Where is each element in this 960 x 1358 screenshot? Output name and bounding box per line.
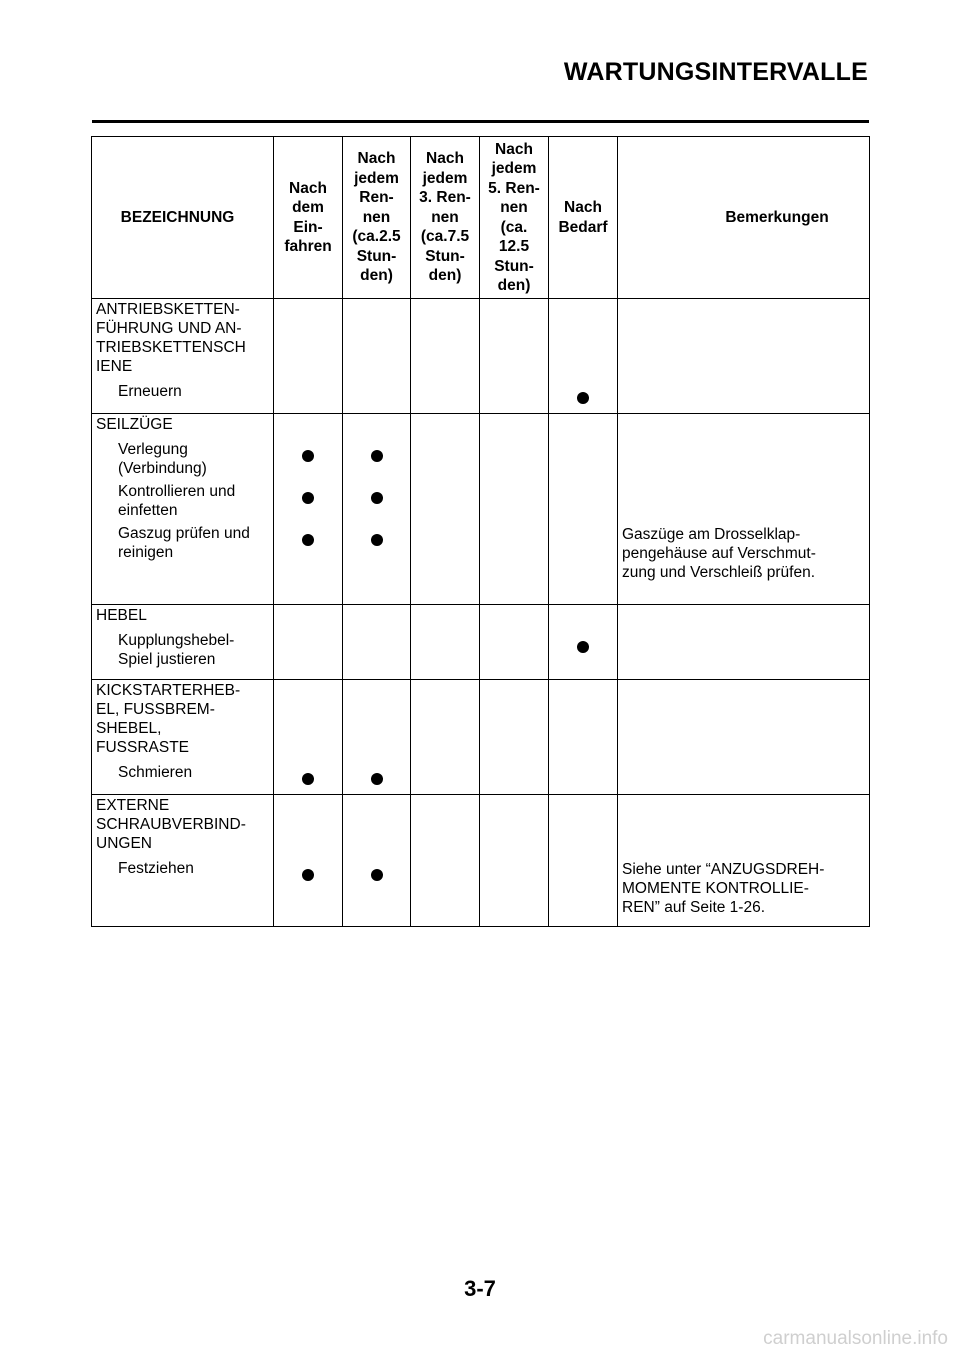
interval-cell (343, 795, 411, 927)
table-row (92, 605, 870, 680)
remark-lines: Siehe unter “ANZUGSDREH- MOMENTE KONTROLLIE- REN” auf Seite 1-26. (622, 860, 825, 916)
category-text: HEBEL (96, 607, 147, 624)
interval-cell (549, 299, 618, 414)
item-label (92, 440, 273, 482)
watermark: carmanualsonline.info (763, 1328, 948, 1349)
item-label (92, 763, 273, 786)
interval-mark (302, 492, 314, 504)
interval-cell (480, 299, 549, 414)
interval-mark (371, 869, 383, 881)
interval-cell (480, 605, 549, 680)
header-every-race: Nach jedem Ren- nen (ca.2.5 Stun- den) (343, 137, 411, 299)
page-title: WARTUNGSINTERVALLE (563, 58, 868, 86)
interval-cell (343, 414, 411, 605)
interval-cell (274, 414, 343, 605)
item-name-cell (92, 680, 274, 795)
category-label (92, 680, 273, 763)
interval-mark (302, 773, 314, 785)
remarks-cell (618, 795, 870, 927)
category-text: SEILZÜGE (96, 416, 173, 433)
interval-cell (549, 414, 618, 605)
category-text: ANTRIEBSKETTEN- FÜHRUNG UND AN- TRIEBSKETTENSCH IENE (96, 301, 246, 375)
category-label (92, 299, 273, 382)
item-text: Festziehen (118, 860, 194, 877)
item-name-cell (92, 605, 274, 680)
interval-mark (577, 392, 589, 404)
interval-cell (549, 680, 618, 795)
table-row (92, 414, 870, 605)
remarks-cell (618, 680, 870, 795)
item-text: Kontrollieren und einfetten (118, 483, 236, 519)
title-rule (92, 120, 869, 123)
interval-cell (549, 795, 618, 927)
interval-mark (577, 641, 589, 653)
item-name-cell (92, 299, 274, 414)
header-every-3rd-race: Nach jedem 3. Ren- nen (ca.7.5 Stun- den) (411, 137, 480, 299)
remark-lines: Gaszüge am Drosselklap- pengehäuse auf Verschmut- zung und Verschleiß prüfen. (622, 525, 816, 581)
interval-cell (411, 299, 480, 414)
interval-cell (274, 605, 343, 680)
item-name-cell (92, 414, 274, 605)
interval-mark (302, 869, 314, 881)
interval-cell (411, 795, 480, 927)
header-as-needed: Nach Bedarf (549, 137, 618, 299)
category-label (92, 414, 273, 440)
item-text: Kupplungshebel- Spiel justieren (118, 632, 235, 668)
item-text: Verlegung (Verbindung) (118, 441, 207, 477)
remark-text (618, 525, 820, 582)
item-text: Schmieren (118, 764, 193, 781)
remarks-cell (618, 299, 870, 414)
table-header-row (92, 137, 870, 299)
interval-cell (274, 795, 343, 927)
page-number: 3-7 (464, 1276, 496, 1301)
item-label (92, 482, 273, 524)
category-label (92, 795, 273, 859)
interval-cell (549, 605, 618, 680)
interval-cell (480, 680, 549, 795)
interval-mark (302, 450, 314, 462)
header-name: BEZEICHNUNG (92, 137, 274, 299)
interval-mark (371, 534, 383, 546)
table-row (92, 795, 870, 927)
remarks-cell (618, 605, 870, 680)
interval-cell (480, 414, 549, 605)
table-row (92, 680, 870, 795)
remarks-cell (618, 414, 870, 605)
table-row (92, 299, 870, 414)
item-label (92, 631, 273, 673)
header-after-break-in: Nach dem Ein- fahren (274, 137, 343, 299)
interval-cell (343, 299, 411, 414)
item-label (92, 524, 273, 566)
interval-cell (274, 680, 343, 795)
interval-cell (480, 795, 549, 927)
item-text: Gaszug prüfen und reinigen (118, 525, 250, 561)
header-remarks: Bemerkungen (618, 137, 870, 299)
maintenance-table (91, 136, 870, 927)
interval-cell (411, 680, 480, 795)
category-label (92, 605, 273, 631)
interval-mark (302, 534, 314, 546)
header-every-5th-race: Nach jedem 5. Ren- nen (ca. 12.5 Stun- den) (480, 137, 549, 299)
interval-cell (343, 680, 411, 795)
interval-cell (411, 414, 480, 605)
interval-cell (274, 299, 343, 414)
item-name-cell (92, 795, 274, 927)
interval-cell (343, 605, 411, 680)
category-text: KICKSTARTERHEB- EL, FUSSBREM- SHEBEL, FUSSRASTE (96, 682, 241, 756)
interval-mark (371, 450, 383, 462)
interval-mark (371, 492, 383, 504)
category-text: EXTERNE SCHRAUBVERBIND- UNGEN (96, 797, 246, 852)
remark-text (618, 860, 828, 917)
item-text: Erneuern (118, 383, 182, 400)
item-label (92, 859, 273, 882)
item-label (92, 382, 273, 405)
interval-cell (411, 605, 480, 680)
interval-mark (371, 773, 383, 785)
